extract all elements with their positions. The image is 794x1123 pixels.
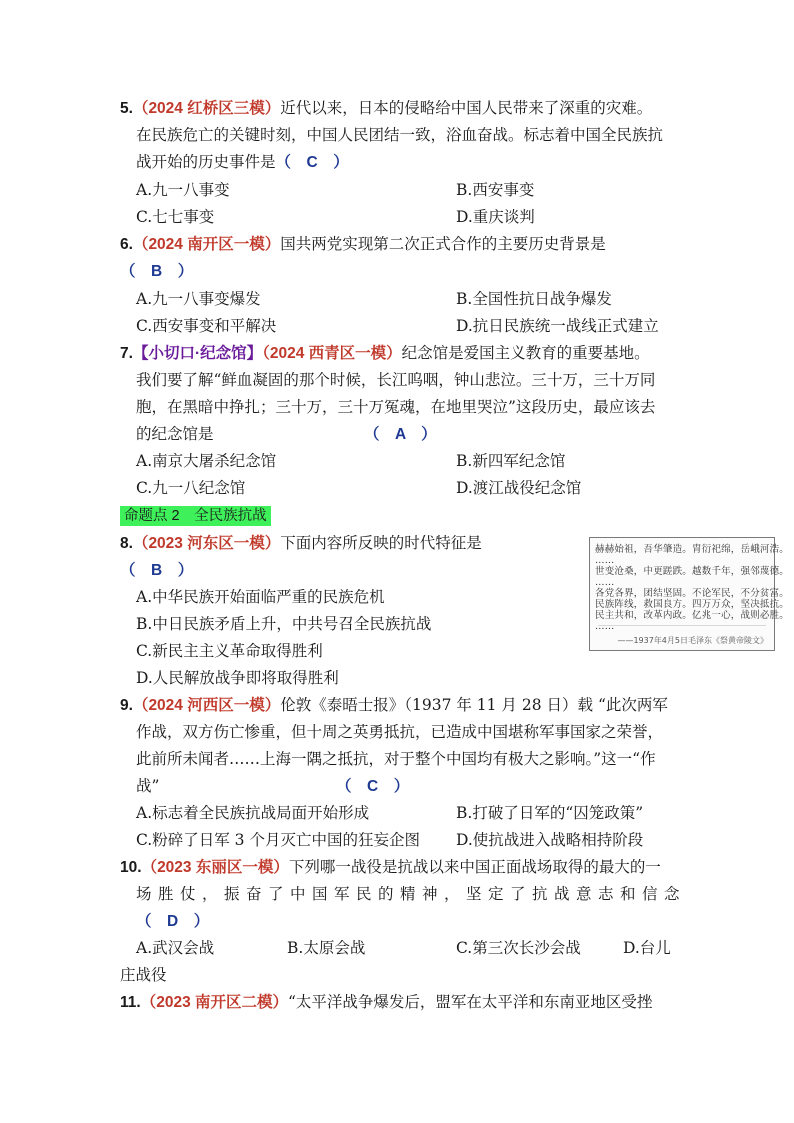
q7-topic-tag: 【小切口·纪念馆】 [132,345,263,362]
q5-answer: （ C ） [275,154,349,171]
q6-option-d: D.抗日民族统一战线正式建立 [456,317,659,335]
q7-answer-text: （ A ） [364,426,437,443]
section-heading: 命题点 2 全民族抗战 [120,506,271,526]
q6-option-a: A.九一八事变爆发 [136,290,261,308]
q9-answer [336,775,409,798]
q10-answer-text: （ D ） [136,913,210,930]
quote-line-2: 世变沧桑，中更蹉跌。越数千年，强邻蔑德。 [595,566,790,577]
q10-option-c: C.第三次长沙会战 [456,939,581,957]
q10-option-a: A.武汉会战 [136,939,215,957]
q7-stem-2: 我们要了解“鲜血凝固的那个时候，长江呜咽，钟山悲泣。三十万，三十万同 [136,371,656,389]
q9-stem-2: 作战，双方伤亡惨重，但十周之英勇抵抗，已造成中国堪称军事国家之荣誉， [136,723,664,741]
quote-line-1: 赫赫始祖，吾华肇造。胄衍祀绵，岳峨河浩。 [595,544,790,555]
q11-stem-1: “太平洋战争爆发后，盟军在太平洋和东南亚地区受挫 [288,993,653,1011]
quote-source: ——1937年4月5日毛泽东《祭黄帝陵文》 [617,636,768,645]
q5-line-1 [120,97,652,120]
q10-option-d-cont: 庄战役 [120,966,167,984]
q9-stem-4: 战” [136,777,160,795]
q6-option-b: B.全国性抗日战争爆发 [456,290,612,308]
q8-quote-image [589,537,790,651]
q9-option-c: C.粉碎了日军 3 个月灭亡中国的狂妄企图 [136,831,420,849]
q9-source: （2024 河西区一模） [132,697,281,714]
q10-line-1 [120,856,661,879]
q8-stem-1: 下面内容所反映的时代特征是 [280,534,482,552]
quote-ellipsis-1: …… [595,555,615,566]
q8-answer-text: （ B ） [120,562,194,579]
q10-source: （2023 东丽区一模） [141,859,289,876]
q8-option-d: D.人民解放战争即将取得胜利 [136,669,339,687]
q8-option-a: A.中华民族开始面临严重的民族危机 [136,588,385,606]
q6-line-1 [120,233,606,256]
q5-number: 5. [120,100,133,117]
q10-number: 10. [120,859,142,876]
quote-line-4: 民族阵线，救国良方。四万万众，坚决抵抗。 [595,599,790,610]
q5-source: （2024 红桥区三模） [132,100,281,117]
q5-line-3 [136,151,349,174]
q10-stem-1: 下列哪一战役是抗战以来中国正面战场取得的最大的一 [288,858,661,876]
q8-source: （2023 河东区一模） [132,535,281,552]
q7-number: 7. [120,345,133,362]
q8-option-b: B.中日民族矛盾上升，中共号召全民族抗战 [136,615,432,633]
q9-stem-1: 伦敦《泰晤士报》（1937 年 11 月 28 日）载 “此次两军 [280,696,668,714]
q9-stem-3: 此前所未闻者……上海一隅之抵抗，对于整个中国均有极大之影响。”这一“作 [136,750,656,768]
q6-number: 6. [120,236,133,253]
q10-answer [136,910,209,933]
q10-stem-2: 场胜仗，振奋了中国军民的精神，坚定了抗战意志和信念 [136,885,687,903]
q10-option-b: B.太原会战 [287,939,366,957]
q7-option-a: A.南京大屠杀纪念馆 [136,452,277,470]
q11-source: （2023 南开区二模） [140,994,288,1011]
q6-answer [120,260,193,283]
quote-divider [598,625,766,626]
q7-line-1 [120,342,650,365]
q11-number: 11. [120,994,141,1011]
q7-option-c: C.九一八纪念馆 [136,479,246,497]
q8-line-1 [120,532,482,555]
q6-source: （2024 南开区一模） [132,236,281,253]
q9-answer-text: （ C ） [336,778,410,795]
q5-option-c: C.七七事变 [136,208,215,226]
q9-option-d: D.使抗战进入战略相持阶段 [456,831,644,849]
q9-number: 9. [120,697,133,714]
q8-option-c: C.新民主主义革命取得胜利 [136,642,323,660]
quote-line-3: 各党各界，团结坚固。不论军民，不分贫富。 [595,588,790,599]
q5-option-a: A.九一八事变 [136,181,230,199]
q9-option-a: A.标志着全民族抗战局面开始形成 [136,804,370,822]
q5-stem-1: 近代以来，日本的侵略给中国人民带来了深重的灾难。 [280,99,653,117]
quote-line-5: 民主共和，改革内政。亿兆一心，战则必胜。 [595,610,790,621]
q7-option-b: B.新四军纪念馆 [456,452,566,470]
q5-stem-3: 战开始的历史事件是 [136,153,276,171]
q11-line-1 [120,991,652,1014]
q5-option-b: B.西安事变 [456,181,535,199]
q5-stem-2: 在民族危亡的关键时刻，中国人民团结一致，浴血奋战。标志着中国全民族抗 [136,126,664,144]
q6-stem-1: 国共两党实现第二次正式合作的主要历史背景是 [280,235,606,253]
q6-answer-text: （ B ） [120,263,194,280]
q7-stem-4: 的纪念馆是 [136,425,214,443]
q7-source: （2024 西青区一模） [262,345,402,362]
q7-option-d: D.渡江战役纪念馆 [456,479,582,497]
quote-ellipsis-2: …… [595,577,615,588]
q7-answer [364,423,437,446]
quote-ellipsis-3: …… [595,621,615,632]
q7-stem-3: 胞，在黑暗中挣扎；三十万，三十万冤魂，在地里哭泣”这段历史，最应该去 [136,398,656,416]
q10-option-d: D.台儿 [623,939,671,957]
q5-option-d: D.重庆谈判 [456,208,535,226]
q9-option-b: B.打破了日军的“囚笼政策” [456,804,644,822]
q8-answer [120,559,193,582]
q7-stem-1: 纪念馆是爱国主义教育的重要基地。 [401,344,650,362]
q8-number: 8. [120,535,133,552]
q9-line-1 [120,694,668,717]
q6-option-c: C.西安事变和平解决 [136,317,277,335]
